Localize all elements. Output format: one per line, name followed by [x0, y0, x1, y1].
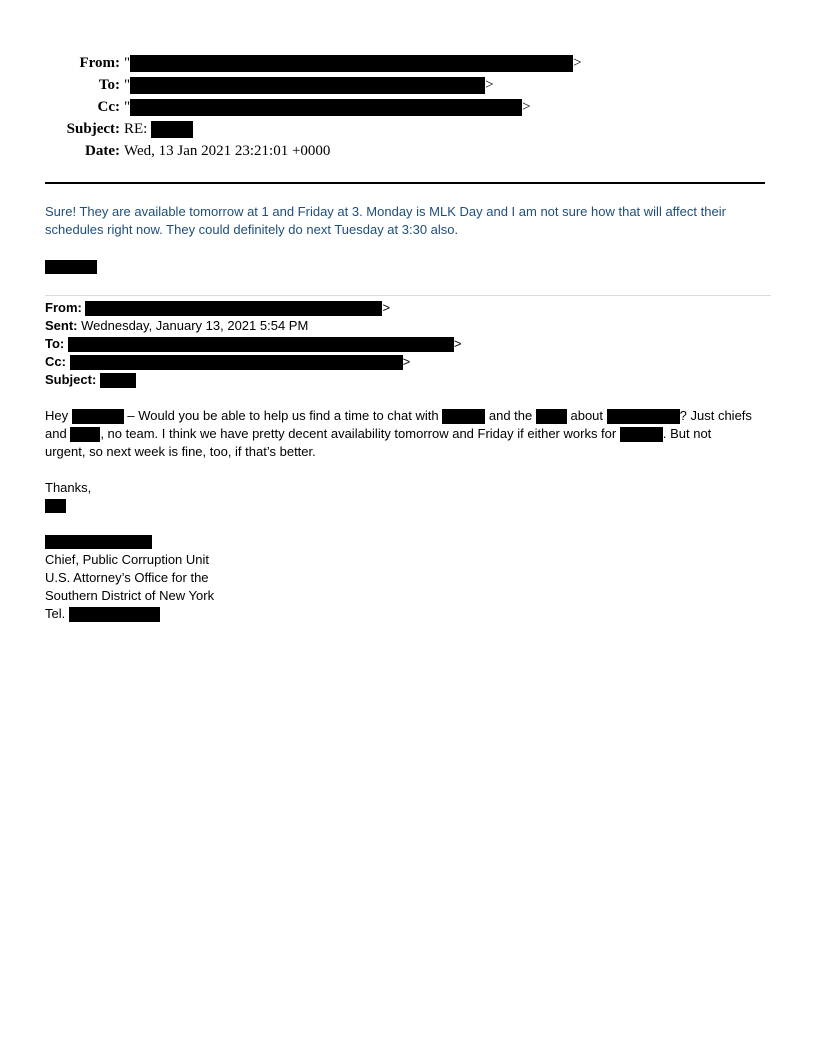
reply-text: Sure! They are available tomorrow at 1 and Friday at 3. Monday is MLK Day and I am not sure how that will affect their schedules right now. They could definitely do next Tuesday at 3:30 also. [45, 204, 726, 237]
forwarded-sent-value: Wednesday, January 13, 2021 5:54 PM [81, 318, 309, 333]
redaction-box [70, 427, 100, 442]
angle-bracket: > [402, 354, 411, 369]
quote-mark: " [124, 77, 131, 93]
message-fragment: ? Just chiefs [679, 408, 752, 423]
forwarded-from-label: From: [45, 300, 82, 315]
header-subject-value [124, 118, 193, 140]
signature-district: Southern District of New York [45, 588, 215, 603]
angle-bracket: > [573, 55, 582, 71]
header-cc-value [124, 96, 531, 118]
redaction-box [72, 409, 124, 424]
redaction-box [536, 409, 567, 424]
forwarded-subject-label: Subject: [45, 372, 97, 387]
forwarded-subject-row [45, 371, 136, 389]
header-from-row [0, 52, 816, 74]
redaction-box [442, 409, 485, 424]
redaction-box [69, 607, 160, 622]
email-header [0, 52, 816, 182]
redaction-box [100, 373, 136, 388]
redaction-box [130, 77, 485, 94]
angle-bracket: > [453, 336, 462, 351]
signature-title: Chief, Public Corruption Unit [45, 552, 210, 567]
forwarded-to-label: To: [45, 336, 65, 351]
header-from-label: From: [79, 55, 120, 71]
redaction-box [607, 409, 680, 424]
forward-divider [45, 295, 771, 296]
angle-bracket: > [485, 77, 494, 93]
message-fragment: Hey [45, 408, 69, 423]
message-line-3: urgent, so next week is fine, too, if that’s better. [45, 444, 316, 459]
redaction-box [85, 301, 382, 316]
header-subject-row [0, 118, 816, 140]
forwarded-from-row [45, 299, 390, 317]
message-fragment: . But not [662, 426, 712, 441]
header-to-row [0, 74, 816, 96]
header-divider [45, 182, 765, 184]
header-cc-row [0, 96, 816, 118]
message-fragment: and [45, 426, 67, 441]
sender-initials-redaction [45, 499, 66, 513]
forwarded-sent-row [45, 317, 308, 335]
header-date-row [0, 140, 816, 162]
angle-bracket: > [522, 99, 531, 115]
message-line-2 [45, 425, 711, 443]
angle-bracket: > [382, 300, 391, 315]
signature-name-redaction [45, 535, 152, 549]
subject-prefix: RE: [124, 121, 148, 137]
signature-tel-row [45, 605, 160, 623]
message-fragment: and the [488, 408, 533, 423]
header-subject-label: Subject: [66, 121, 120, 137]
signature-tel-label: Tel. [45, 606, 66, 621]
header-date-value: Wed, 13 Jan 2021 23:21:01 +0000 [124, 143, 331, 159]
forwarded-cc-row [45, 353, 410, 371]
header-from-value [124, 52, 582, 74]
quote-mark: " [124, 55, 131, 71]
quote-mark: " [124, 99, 131, 115]
message-fragment: – Would you be able to help us find a time to chat with [127, 408, 439, 423]
header-to-value [124, 74, 494, 96]
forwarded-sent-label: Sent: [45, 318, 78, 333]
redaction-box [130, 99, 522, 116]
message-line-1 [45, 407, 752, 425]
redaction-box [620, 427, 663, 442]
header-cc-label: Cc: [97, 99, 120, 115]
header-date-label: Date: [85, 143, 120, 159]
redaction-box [70, 355, 403, 370]
forwarded-to-row [45, 335, 461, 353]
reply-signature-redaction [45, 260, 97, 274]
message-fragment: , no team. I think we have pretty decent availability tomorrow and Friday if either works for [100, 426, 617, 441]
redaction-box [151, 121, 193, 138]
message-fragment: about [570, 408, 604, 423]
header-to-label: To: [98, 77, 120, 93]
redaction-box [130, 55, 573, 72]
forwarded-cc-label: Cc: [45, 354, 66, 369]
message-thanks: Thanks, [45, 480, 92, 495]
signature-office: U.S. Attorney’s Office for the [45, 570, 209, 585]
redaction-box [68, 337, 454, 352]
